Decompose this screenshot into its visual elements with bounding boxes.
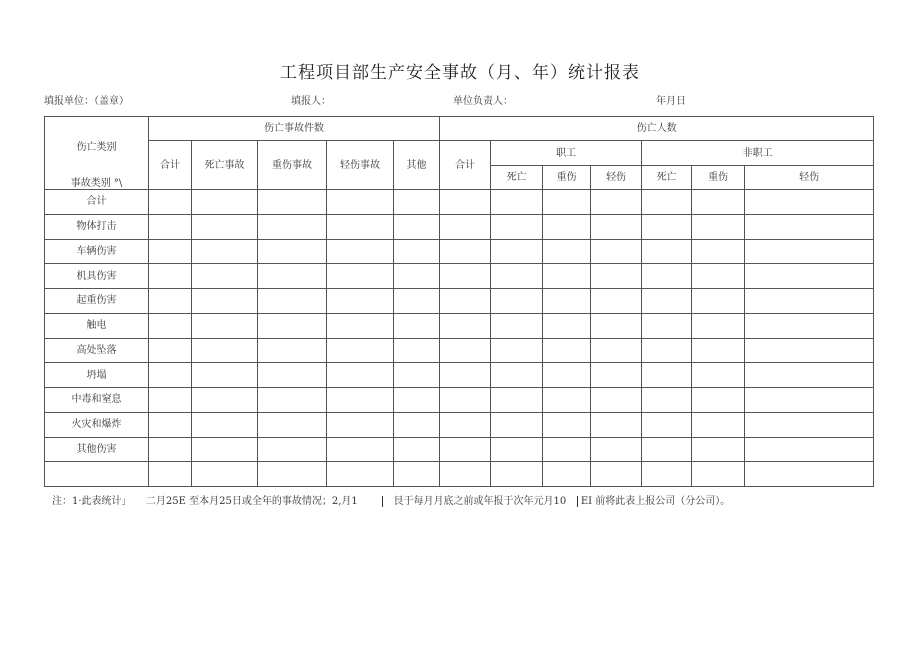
table-cell[interactable] <box>394 437 440 462</box>
table-cell[interactable] <box>491 338 543 363</box>
table-cell[interactable] <box>543 239 591 264</box>
table-cell[interactable] <box>440 313 491 338</box>
row-category-label: 车辆伤害 <box>45 239 149 264</box>
table-cell[interactable] <box>543 289 591 314</box>
table-cell[interactable] <box>692 239 745 264</box>
table-cell[interactable] <box>258 338 327 363</box>
table-cell[interactable] <box>394 313 440 338</box>
row-category-label: 机具伤害 <box>45 264 149 289</box>
table-cell[interactable] <box>192 462 258 487</box>
table-cell[interactable] <box>745 388 874 413</box>
row-category-label: 物体打击 <box>45 214 149 239</box>
staff-death-header: 死亡 <box>491 166 543 190</box>
footnote-part-4: 艮于每月月底之前或年报于次年元月10 <box>393 496 567 507</box>
table-cell[interactable] <box>258 412 327 437</box>
table-cell[interactable] <box>543 412 591 437</box>
table-cell[interactable] <box>327 437 394 462</box>
table-cell[interactable] <box>543 214 591 239</box>
staff-serious-header: 重伤 <box>543 166 591 190</box>
table-cell[interactable] <box>591 313 642 338</box>
table-cell[interactable] <box>192 239 258 264</box>
table-cell[interactable] <box>440 412 491 437</box>
table-cell[interactable] <box>745 437 874 462</box>
nonstaff-header: 非职工 <box>642 141 874 166</box>
table-cell[interactable] <box>440 363 491 388</box>
table-cell[interactable] <box>642 214 692 239</box>
table-cell[interactable] <box>543 190 591 215</box>
table-cell[interactable] <box>258 264 327 289</box>
staff-minor-header: 轻伤 <box>591 166 642 190</box>
table-cell[interactable] <box>440 264 491 289</box>
table-cell[interactable] <box>327 289 394 314</box>
table-cell[interactable] <box>327 462 394 487</box>
table-cell[interactable] <box>491 289 543 314</box>
footnote-part-3: 至本月25日或全年的事故情况；2,月1 <box>189 496 358 507</box>
table-cell[interactable] <box>543 437 591 462</box>
table-cell[interactable] <box>692 437 745 462</box>
table-row <box>45 190 874 215</box>
row-category-label: 合计 <box>45 190 149 215</box>
table-cell[interactable] <box>591 462 642 487</box>
table-cell[interactable] <box>692 412 745 437</box>
table-cell[interactable] <box>440 437 491 462</box>
table-cell[interactable] <box>692 363 745 388</box>
footnote-divider <box>382 496 383 507</box>
row-category-label <box>45 462 149 487</box>
table-cell[interactable] <box>491 239 543 264</box>
minor-injury-accident-header: 轻伤事故 <box>327 141 394 190</box>
footnote-part-6: 前将此表上报公司（分公司）。 <box>595 496 731 507</box>
table-cell[interactable] <box>440 388 491 413</box>
row-category-label: 触电 <box>45 313 149 338</box>
table-cell[interactable] <box>149 462 192 487</box>
fatal-accident-header: 死亡事故 <box>192 141 258 190</box>
table-cell[interactable] <box>192 363 258 388</box>
table-cell[interactable] <box>642 388 692 413</box>
table-cell[interactable] <box>543 363 591 388</box>
table-cell[interactable] <box>642 264 692 289</box>
staff-header: 职工 <box>491 141 642 166</box>
table-row <box>45 462 874 487</box>
table-cell[interactable] <box>327 338 394 363</box>
table-cell[interactable] <box>491 264 543 289</box>
table-cell[interactable] <box>149 289 192 314</box>
footnote-part-1: 注：1·此表统计」 <box>52 496 132 507</box>
table-cell[interactable] <box>591 264 642 289</box>
table-row <box>45 313 874 338</box>
table-cell[interactable] <box>192 388 258 413</box>
table-cell[interactable] <box>491 437 543 462</box>
table-cell[interactable] <box>692 338 745 363</box>
accident-statistics-table <box>44 116 874 487</box>
unit-leader-label: 单位负责人： <box>453 96 513 107</box>
table-cell[interactable] <box>543 264 591 289</box>
table-cell[interactable] <box>491 190 543 215</box>
table-cell[interactable] <box>258 462 327 487</box>
table-cell[interactable] <box>440 239 491 264</box>
footnote-divider <box>577 496 578 507</box>
table-cell[interactable] <box>745 313 874 338</box>
table-cell[interactable] <box>491 412 543 437</box>
table-cell[interactable] <box>543 388 591 413</box>
incident-count-group-header: 伤亡事故件数 <box>149 117 440 141</box>
table-row <box>45 289 874 314</box>
table-row <box>45 239 874 264</box>
table-cell[interactable] <box>692 388 745 413</box>
table-cell[interactable] <box>149 437 192 462</box>
table-cell[interactable] <box>440 338 491 363</box>
table-cell[interactable] <box>149 190 192 215</box>
casualty-type-label: 伤亡类别 <box>76 142 117 153</box>
table-row <box>45 214 874 239</box>
row-category-label: 火灾和爆炸 <box>45 412 149 437</box>
table-cell[interactable] <box>192 289 258 314</box>
table-cell[interactable] <box>591 412 642 437</box>
footnote <box>52 492 730 507</box>
table-cell[interactable] <box>394 388 440 413</box>
table-cell[interactable] <box>745 214 874 239</box>
table-cell[interactable] <box>327 412 394 437</box>
table-cell[interactable] <box>745 412 874 437</box>
table-cell[interactable] <box>642 338 692 363</box>
table-cell[interactable] <box>591 338 642 363</box>
table-cell[interactable] <box>258 190 327 215</box>
table-cell[interactable] <box>149 214 192 239</box>
table-cell[interactable] <box>692 462 745 487</box>
accident-type-label: 事故类别 °\ <box>70 178 123 189</box>
table-cell[interactable] <box>440 289 491 314</box>
table-cell[interactable] <box>394 190 440 215</box>
corner-header <box>45 117 149 190</box>
table-row <box>45 338 874 363</box>
table-cell[interactable] <box>543 338 591 363</box>
footnote-part-5: EI <box>580 496 593 507</box>
table-cell[interactable] <box>642 190 692 215</box>
table-cell[interactable] <box>591 239 642 264</box>
table-cell[interactable] <box>258 388 327 413</box>
table-cell[interactable] <box>327 190 394 215</box>
table-cell[interactable] <box>394 214 440 239</box>
table-cell[interactable] <box>491 388 543 413</box>
table-cell[interactable] <box>149 239 192 264</box>
nonstaff-serious-header: 重伤 <box>692 166 745 190</box>
table-row <box>45 363 874 388</box>
table-cell[interactable] <box>394 462 440 487</box>
row-category-label: 其他伤害 <box>45 437 149 462</box>
row-category-label: 坍塌 <box>45 363 149 388</box>
reporting-unit-label: 填报单位：（盖章） <box>44 96 129 107</box>
table-cell[interactable] <box>745 289 874 314</box>
table-cell[interactable] <box>745 190 874 215</box>
table-cell[interactable] <box>491 462 543 487</box>
table-cell[interactable] <box>692 264 745 289</box>
row-category-label: 高处坠落 <box>45 338 149 363</box>
table-cell[interactable] <box>692 313 745 338</box>
table-cell[interactable] <box>394 338 440 363</box>
table-cell[interactable] <box>745 462 874 487</box>
table-cell[interactable] <box>440 462 491 487</box>
page-title: 工程项目部生产安全事故（月、年）统计报表 <box>280 63 640 83</box>
table-cell[interactable] <box>745 363 874 388</box>
table-cell[interactable] <box>745 338 874 363</box>
table-cell[interactable] <box>192 214 258 239</box>
table-cell[interactable] <box>642 313 692 338</box>
table-cell[interactable] <box>642 412 692 437</box>
table-cell[interactable] <box>258 437 327 462</box>
table-cell[interactable] <box>149 264 192 289</box>
table-cell[interactable] <box>327 388 394 413</box>
table-cell[interactable] <box>491 313 543 338</box>
table-cell[interactable] <box>258 214 327 239</box>
table-cell[interactable] <box>491 363 543 388</box>
table-cell[interactable] <box>192 338 258 363</box>
table-cell[interactable] <box>394 363 440 388</box>
table-cell[interactable] <box>258 239 327 264</box>
table-cell[interactable] <box>491 214 543 239</box>
footnote-part-2: 二月25E <box>145 496 186 507</box>
filler-label: 填报人： <box>291 96 331 107</box>
incident-total-header: 合计 <box>149 141 192 190</box>
casualty-count-group-header: 伤亡人数 <box>440 117 874 141</box>
table-cell[interactable] <box>745 264 874 289</box>
table-cell[interactable] <box>149 313 192 338</box>
table-cell[interactable] <box>327 264 394 289</box>
table-cell[interactable] <box>394 239 440 264</box>
table-cell[interactable] <box>149 363 192 388</box>
table-cell[interactable] <box>149 388 192 413</box>
table-cell[interactable] <box>258 313 327 338</box>
other-accident-header: 其他 <box>394 141 440 190</box>
table-cell[interactable] <box>642 437 692 462</box>
table-cell[interactable] <box>692 289 745 314</box>
table-cell[interactable] <box>192 190 258 215</box>
row-category-label: 起重伤害 <box>45 289 149 314</box>
table-cell[interactable] <box>591 190 642 215</box>
table-cell[interactable] <box>642 462 692 487</box>
table-cell[interactable] <box>692 214 745 239</box>
table-cell[interactable] <box>745 239 874 264</box>
table-cell[interactable] <box>149 412 192 437</box>
table-cell[interactable] <box>692 190 745 215</box>
nonstaff-death-header: 死亡 <box>642 166 692 190</box>
table-cell[interactable] <box>394 412 440 437</box>
table-cell[interactable] <box>543 462 591 487</box>
table-cell[interactable] <box>642 363 692 388</box>
table-cell[interactable] <box>149 338 192 363</box>
table-row <box>45 437 874 462</box>
table-cell[interactable] <box>258 363 327 388</box>
date-label: 年月日 <box>656 96 686 107</box>
persons-total-header: 合计 <box>440 141 491 190</box>
table-cell[interactable] <box>440 190 491 215</box>
table-cell[interactable] <box>327 363 394 388</box>
table-cell[interactable] <box>327 313 394 338</box>
table-cell[interactable] <box>192 264 258 289</box>
table-row <box>45 412 874 437</box>
table-cell[interactable] <box>642 239 692 264</box>
table-cell[interactable] <box>394 289 440 314</box>
table-cell[interactable] <box>591 289 642 314</box>
table-cell[interactable] <box>327 214 394 239</box>
table-cell[interactable] <box>543 313 591 338</box>
table-cell[interactable] <box>591 388 642 413</box>
table-cell[interactable] <box>192 412 258 437</box>
table-cell[interactable] <box>192 437 258 462</box>
table-cell[interactable] <box>394 264 440 289</box>
table-cell[interactable] <box>440 214 491 239</box>
table-cell[interactable] <box>258 289 327 314</box>
table-row <box>45 264 874 289</box>
table-cell[interactable] <box>591 214 642 239</box>
row-category-label: 中毒和窒息 <box>45 388 149 413</box>
table-cell[interactable] <box>192 313 258 338</box>
table-cell[interactable] <box>327 239 394 264</box>
serious-injury-accident-header: 重伤事故 <box>258 141 327 190</box>
table-row <box>45 388 874 413</box>
table-cell[interactable] <box>591 437 642 462</box>
table-cell[interactable] <box>642 289 692 314</box>
nonstaff-minor-header: 轻伤 <box>745 166 874 190</box>
table-cell[interactable] <box>591 363 642 388</box>
